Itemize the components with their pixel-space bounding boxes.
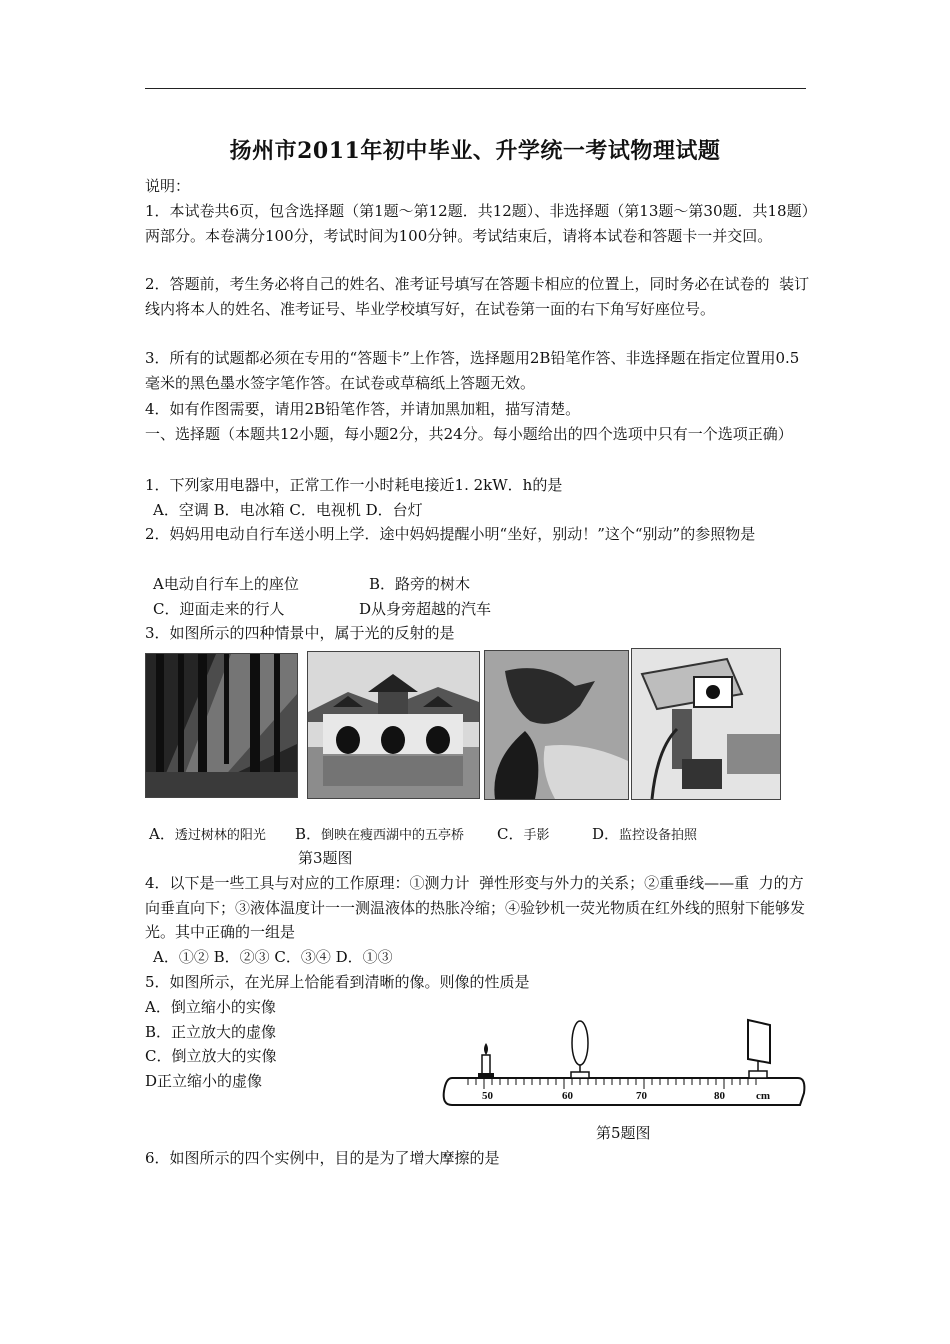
q3-option-d-caption: 监控设备拍照 [619,828,698,843]
tick-label-50: 50 [482,1090,493,1102]
section-1-heading: 一、选择题（本题共12小题，每小题2分，共24分。每小题给出的四个选项中只有一个选项正确） [145,425,793,443]
light-screen [748,1020,770,1078]
q3-option-c-letter: C． [497,825,524,843]
photo-five-pavilion-bridge [307,651,480,799]
tick-label-unit: cm [756,1090,771,1102]
q1-options: A．空调 B．电冰箱 C．电视机 D．台灯 [153,501,423,519]
notes-label: 说明： [145,177,191,195]
q3-option-b-caption: 倒映在瘦西湖中的五亭桥 [321,828,465,843]
page-title: 扬州市2011年初中毕业、升学统一考试物理试题 [229,138,721,164]
q2-option-d: D从身旁超越的汽车 [359,600,492,618]
q3-option-c-caption: 手影 [523,828,550,843]
q5-option-b: B．正立放大的虚像 [145,1023,277,1041]
q4-options: A．①② B．②③ C．③④ D．①③ [153,948,393,966]
q3-caption-c [497,822,550,848]
photo-hand-shadow [484,650,629,800]
q5-option-a: A．倒立缩小的实像 [145,998,276,1016]
q4-stem: 4．以下是一些工具与对应的工作原理：①测力计 弹性形变与外力的关系；②重垂线——重 力的方向垂直向下；③液体温度计一一测温液体的热胀冷缩；④验钞机一荧光物质在红外线的照射下能够发光。其中正确的一组是 [145,874,806,941]
q3-option-d-letter: D． [592,825,620,843]
q5-figure-caption: 第5题图 [596,1124,651,1142]
q3-stem: 3．如图所示的四种情景中，属于光的反射的是 [145,624,455,642]
q2-option-c: C．迎面走来的行人 [153,600,285,618]
note-4: 4．如有作图需要，请用2B铅笔作答，并请加黑加粗，描写清楚。 [145,400,581,418]
photo-surveillance-camera [631,648,781,800]
q3-option-b-letter: B． [295,825,322,843]
q3-caption-a [149,822,266,848]
header-rule [145,88,806,89]
candle [478,1043,494,1078]
optical-bench-figure [438,1015,808,1115]
q6-stem: 6．如图所示的四个实例中，目的是为了增大摩擦的是 [145,1149,500,1167]
note-2: 2．答题前，考生务必将自己的姓名、准考证号填写在答题卡相应的位置上，同时务必在试卷的 装订线内将本人的姓名、准考证号、毕业学校填写好，在试卷第一面的右下角写好座位号。 [145,275,810,318]
tick-label-70: 70 [636,1090,647,1102]
q3-caption-b [295,822,464,848]
tick-label-60: 60 [562,1090,573,1102]
q3-caption-d [592,822,697,848]
convex-lens [571,1021,589,1078]
photo-forest-sunlight [145,653,298,798]
tick-label-80: 80 [714,1090,725,1102]
q2-option-a: A电动自行车上的座位 [153,575,299,593]
q2-option-b: B．路旁的树木 [369,575,471,593]
q5-stem: 5．如图所示，在光屏上恰能看到清晰的像。则像的性质是 [145,973,530,991]
q3-figure-caption: 第3题图 [298,849,353,867]
q3-option-a-letter: A． [149,825,175,843]
q1-stem: 1．下列家用电器中，正常工作一小时耗电接近1. 2kW．h的是 [145,476,563,494]
q2-stem: 2．妈妈用电动自行车送小明上学．途中妈妈提醒小明“坐好，别动！”这个“别动”的参照物是 [145,525,756,543]
optical-bench-rail [444,1078,805,1105]
note-3: 3．所有的试题都必须在专用的“答题卡”上作答，选择题用2B铅笔作答、非选择题在指定位置用0.5毫米的黑色墨水签字笔作答。在试卷或草稿纸上答题无效。 [145,349,800,392]
q5-option-d: D正立缩小的虚像 [145,1072,263,1090]
note-1: 1．本试卷共6页，包含选择题（第1题～第12题．共12题）、非选择题（第13题～第30题．共18题）两部分。本卷满分100分，考试时间为100分钟。考试结束后，请将本试卷和答题卡一并交回。 [145,202,810,245]
q3-option-a-caption: 透过树林的阳光 [174,828,266,843]
q5-option-c: C．倒立放大的实像 [145,1047,277,1065]
